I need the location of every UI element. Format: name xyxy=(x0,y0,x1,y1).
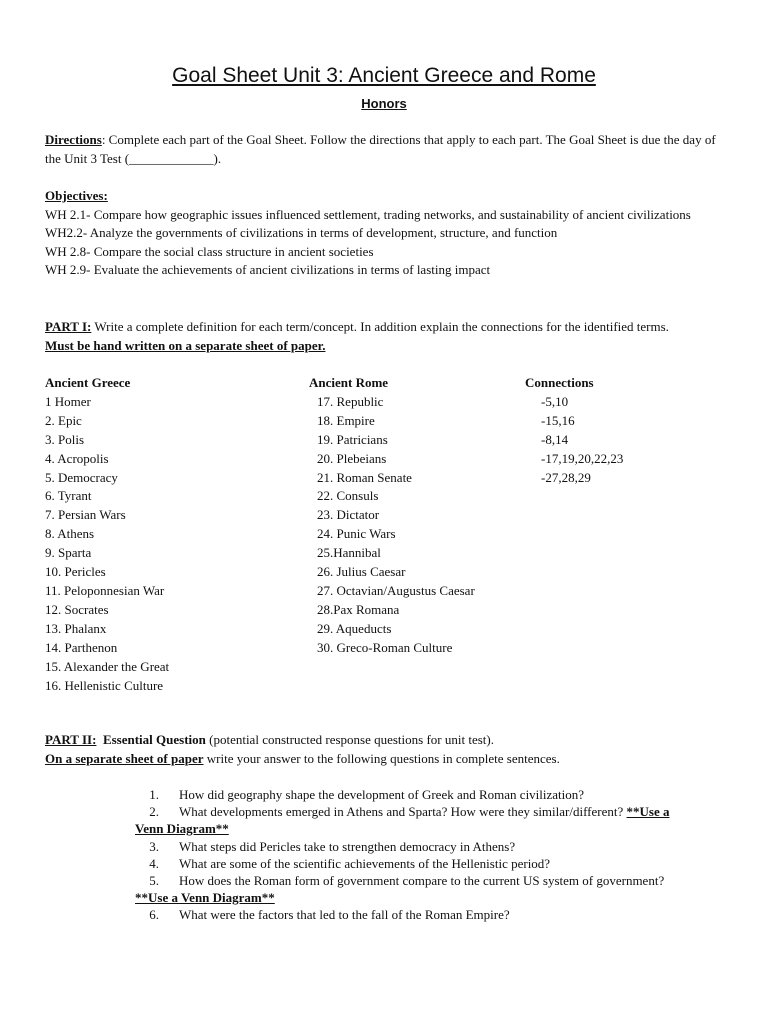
term-item: 7. Persian Wars xyxy=(45,507,126,523)
term-item: 13. Phalanx xyxy=(45,620,107,636)
term-item: 29. Aqueducts xyxy=(317,620,392,636)
separate-sheet-text: write your answer to the following questions in complete sentences. xyxy=(203,750,560,766)
question-list xyxy=(135,786,735,924)
part2-label: PART II: xyxy=(45,732,97,747)
term-item: 3. Polis xyxy=(45,431,85,447)
part1-instructions xyxy=(45,318,725,355)
term-item: 26. Julius Caesar xyxy=(317,564,406,580)
term-item: 28.Pax Romana xyxy=(317,601,400,617)
term-item: 5. Democracy xyxy=(45,469,118,485)
separate-sheet-label: On a separate sheet of paper xyxy=(45,750,204,766)
term-item: 11. Peloponnesian War xyxy=(45,582,165,598)
term-item: 23. Dictator xyxy=(317,507,380,523)
term-item: 14. Parthenon xyxy=(45,639,118,655)
term-item: 4. Acropolis xyxy=(45,450,109,466)
venn-note: **Use a Venn Diagram** xyxy=(135,890,275,906)
term-item: 24. Punic Wars xyxy=(317,526,396,542)
connection-item: -8,14 xyxy=(541,431,569,447)
connection-item: -15,16 xyxy=(541,412,575,428)
term-item: 18. Empire xyxy=(317,412,375,428)
connection-item: -17,19,20,22,23 xyxy=(541,450,624,466)
term-item: 8. Athens xyxy=(45,526,95,542)
rome-terms-column xyxy=(309,374,475,658)
objective-item: WH 2.1- Compare how geographic issues influenced settlement, trading networks, and sustainability of ancient civilizations xyxy=(45,206,691,222)
term-item: 25.Hannibal xyxy=(317,545,381,561)
objective-item: WH2.2- Analyze the governments of civilizations in terms of development, structure, and function xyxy=(45,225,558,241)
term-item: 10. Pericles xyxy=(45,564,106,580)
term-item: 9. Sparta xyxy=(45,545,92,561)
rome-header: Ancient Rome xyxy=(309,375,389,390)
connections-column xyxy=(525,374,623,487)
question-item: 2. What developments emerged in Athens and Sparta? How were they similar/different? **Use a xyxy=(149,804,670,820)
essential-question-text: (potential constructed response questions for unit test). xyxy=(205,732,494,747)
connection-item: -27,28,29 xyxy=(541,469,591,485)
directions-label: Directions xyxy=(45,132,102,147)
objective-item: WH 2.9- Evaluate the achievements of ancient civilizations in terms of lasting impact xyxy=(45,262,491,278)
question-item: 4. What are some of the scientific achievements of the Hellenistic period? xyxy=(149,855,551,871)
page-title: Goal Sheet Unit 3: Ancient Greece and Rome xyxy=(172,64,596,87)
directions-paragraph xyxy=(45,131,725,168)
term-item: 30. Greco-Roman Culture xyxy=(317,639,453,655)
term-item: 6. Tyrant xyxy=(45,488,92,504)
question-item: 3. What steps did Pericles take to strengthen democracy in Athens? xyxy=(149,838,516,854)
part1-label: PART I: xyxy=(45,319,92,334)
part1-text: Write a complete definition for each term/concept. In addition explain the connections for the identified terms. xyxy=(91,319,669,334)
connections-header: Connections xyxy=(525,375,594,390)
connection-item: -5,10 xyxy=(541,393,569,409)
objectives-label: Objectives: xyxy=(45,188,108,203)
term-item: 2. Epic xyxy=(45,412,82,428)
objectives-section xyxy=(45,187,725,280)
objective-item: WH 2.8- Compare the social class structure in ancient societies xyxy=(45,243,374,259)
term-item: 16. Hellenistic Culture xyxy=(45,677,164,693)
venn-note: Venn Diagram** xyxy=(135,821,229,837)
greece-header: Ancient Greece xyxy=(45,375,131,390)
term-item: 1 Homer xyxy=(45,393,91,409)
page-subtitle: Honors xyxy=(361,96,407,111)
question-item: 1. How did geography shape the development of Greek and Roman civilization? xyxy=(149,787,585,802)
part2-instructions xyxy=(45,731,725,768)
term-item: 17. Republic xyxy=(317,393,384,409)
term-item: 21. Roman Senate xyxy=(317,469,412,485)
greece-terms-column xyxy=(45,374,169,695)
term-item: 12. Socrates xyxy=(45,601,109,617)
essential-question-label: Essential Question xyxy=(102,732,206,747)
term-item: 19. Patricians xyxy=(317,431,388,447)
term-item: 22. Consuls xyxy=(317,488,379,504)
question-item: 5. How does the Roman form of government compare to the current US system of government? xyxy=(149,873,665,889)
term-item: 20. Plebeians xyxy=(317,450,387,466)
part1-note: Must be hand written on a separate sheet of paper. xyxy=(45,337,326,353)
directions-text: : Complete each part of the Goal Sheet. Follow the directions that apply to each part. The Goal Sheet is due the day of the Unit 3 Test (_____________). xyxy=(45,132,716,166)
question-item: 6. What were the factors that led to the fall of the Roman Empire? xyxy=(149,907,510,923)
term-item: 27. Octavian/Augustus Caesar xyxy=(317,582,475,598)
term-item: 15. Alexander the Great xyxy=(45,658,170,674)
